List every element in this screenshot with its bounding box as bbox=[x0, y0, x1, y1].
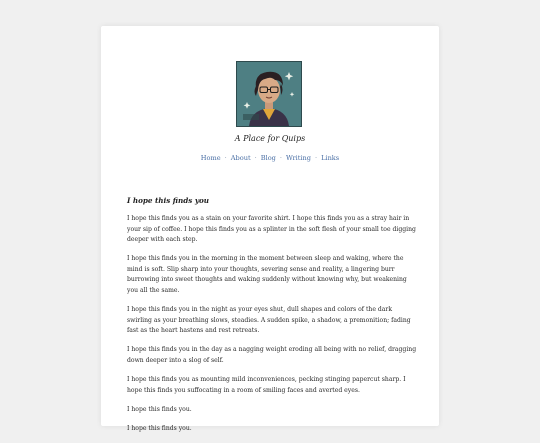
post-paragraph: I hope this finds you. bbox=[127, 424, 192, 432]
post-paragraph: I hope this finds you as mounting mild inconveniences, pecking stinging papercut sharp. I hope this finds you suffocating in a room of smiling faces and averted eyes. bbox=[127, 376, 406, 394]
avatar-illustration bbox=[237, 62, 301, 126]
nav-separator: · bbox=[279, 154, 282, 162]
main-nav bbox=[101, 154, 439, 162]
post-paragraph: I hope this finds you. bbox=[127, 405, 192, 413]
nav-separator: · bbox=[224, 154, 227, 162]
site-title: A Place for Quips bbox=[234, 134, 306, 143]
post-paragraph: I hope this finds you in the night as your eyes shut, dull shapes and colors of the dark swirling as your breathing slows, steadies. A sudden spike, a shadow, a premonition; fading fast as the heart hastens and rest retreats. bbox=[127, 306, 411, 335]
nav-link-home[interactable]: Home bbox=[200, 154, 221, 162]
nav-link-about[interactable]: About bbox=[230, 154, 251, 162]
content-card bbox=[101, 26, 439, 432]
nav-separator: · bbox=[254, 154, 257, 162]
nav-link-blog[interactable]: Blog bbox=[260, 154, 276, 162]
post-title: I hope this finds you bbox=[127, 196, 210, 205]
blog-post bbox=[127, 196, 417, 443]
avatar[interactable] bbox=[236, 61, 302, 127]
nav-link-links[interactable]: Links bbox=[321, 154, 340, 162]
post-paragraph: I hope this finds you as a stain on your favorite shirt. I hope this finds you as a stray hair in your sip of coffee. I hope this finds you as a splinter in the soft flesh of your small toe digging deeper with each step. bbox=[127, 215, 416, 244]
post-paragraph: I hope this finds you in the morning in the moment between sleep and waking, where the mind is soft. Slip sharp into your thoughts, severing sense and reality, a lingering burr burrowing into sweet thoughts and waking suddenly without knowing why, but weakening you all the same. bbox=[127, 255, 407, 295]
post-paragraph: I hope this finds you in the day as a nagging weight eroding all being with no relief, dragging down deeper into a slog of self. bbox=[127, 346, 417, 365]
nav-link-writing[interactable]: Writing bbox=[286, 154, 311, 162]
nav-separator: · bbox=[314, 154, 318, 162]
